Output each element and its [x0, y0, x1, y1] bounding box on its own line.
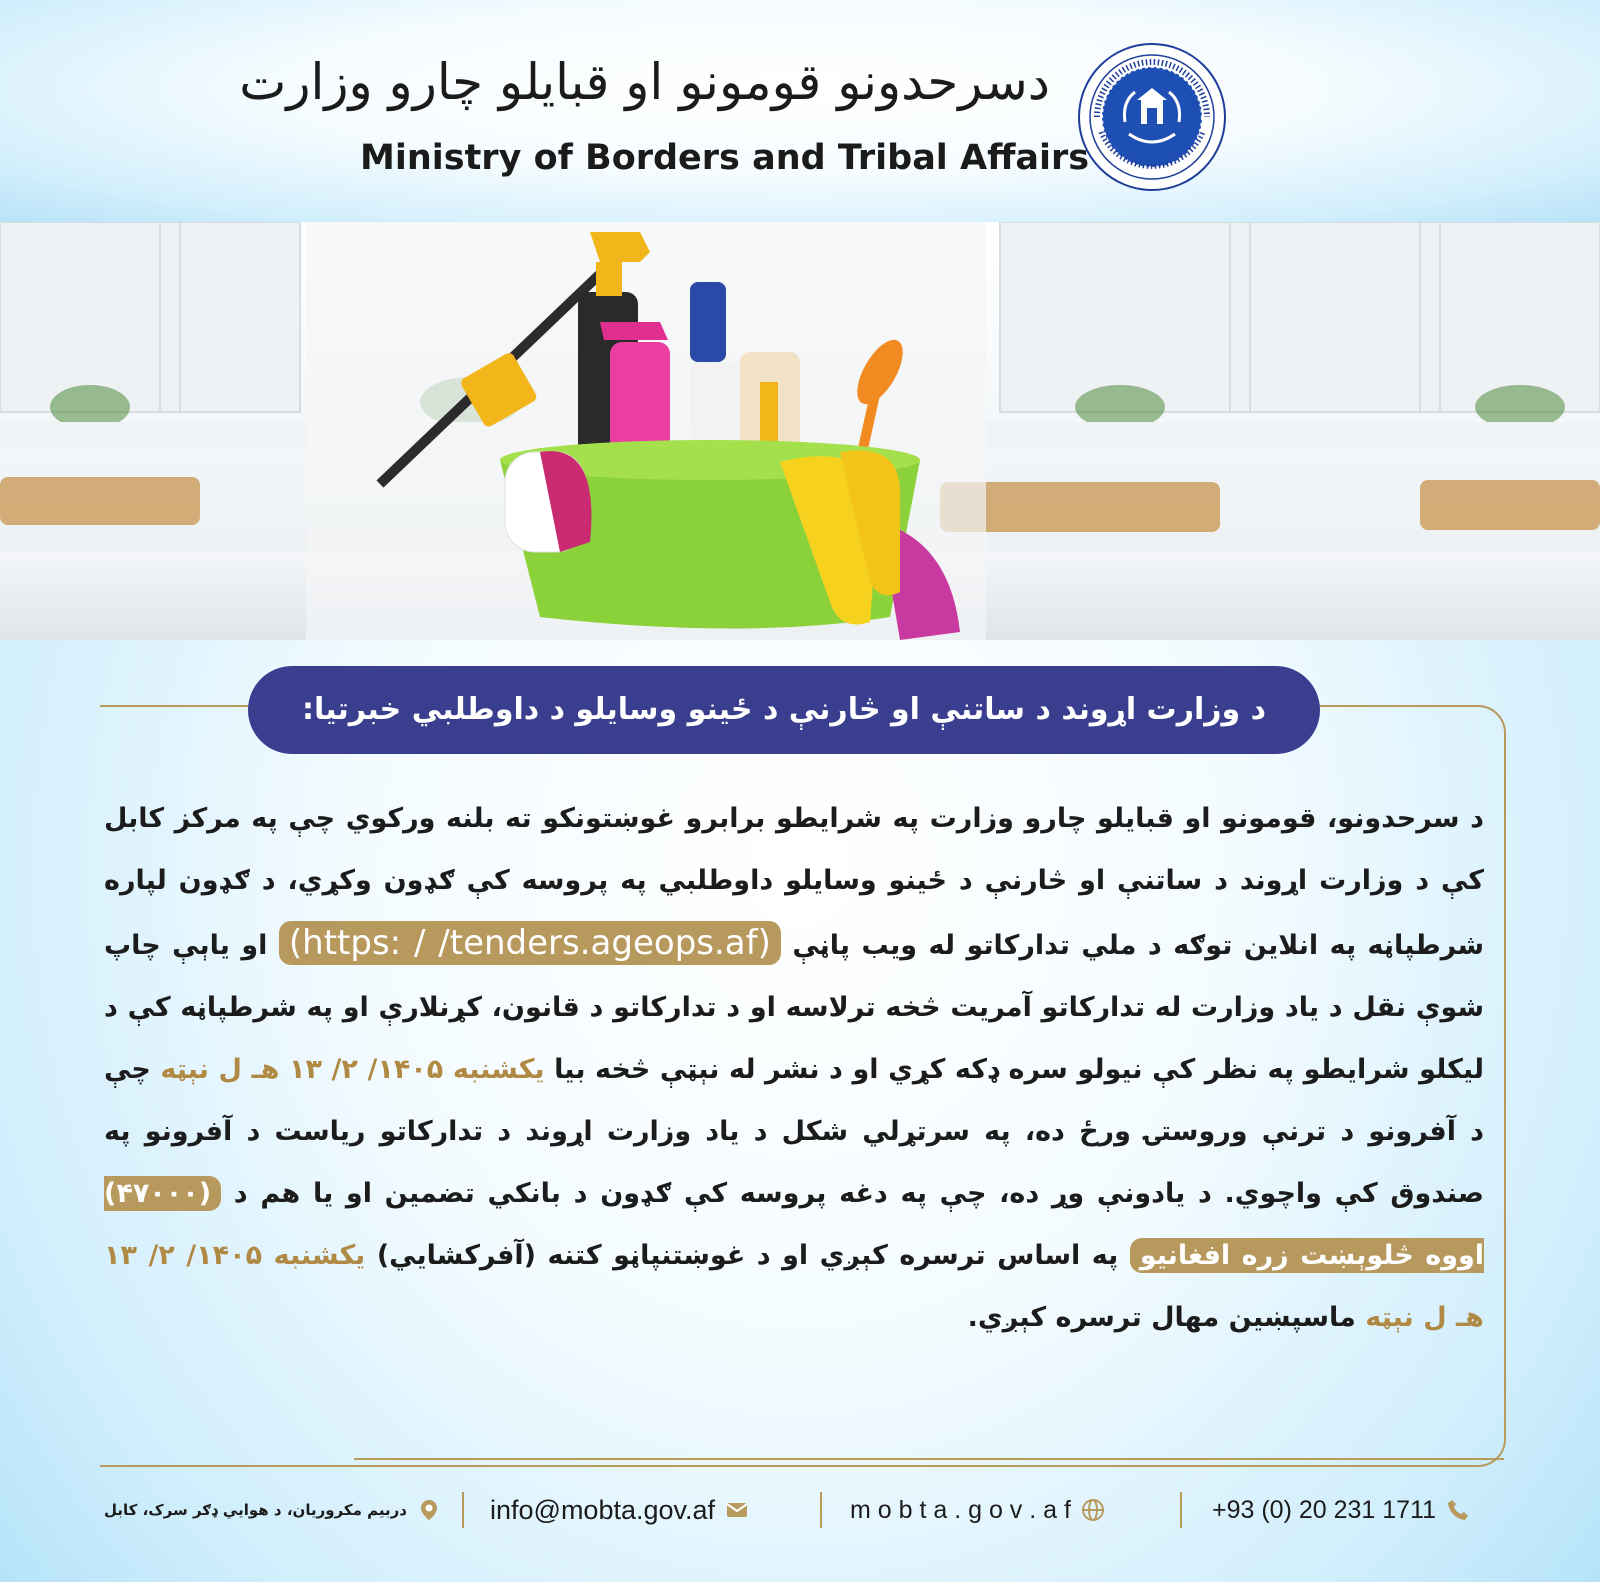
- announcement-heading: د وزارت اړوند د ساتنې او څارنې د ځينو وسايلو د داوطلبي خبرتيا:: [248, 666, 1320, 754]
- footer-divider: [354, 1458, 1504, 1460]
- ministry-seal-icon: [1077, 42, 1227, 192]
- footer: [0, 1480, 1600, 1540]
- deadline-date: يکشنبه ۱۴۰۵/ ۲/ ۱۳ هـ ل نېټه: [160, 1054, 545, 1085]
- footer-separator: [1180, 1492, 1182, 1528]
- footer-separator: [462, 1492, 464, 1528]
- footer-website[interactable]: [850, 1480, 1105, 1540]
- ministry-title-pashto: دسرحدونو قومونو او قبايلو چارو وزارت: [239, 53, 1050, 111]
- body-part-3: چې د آفرونو د ترنې وروستۍ ورځ ده، په سرتړلي شکل د ياد وزارت اړوند د تدارکاتو رياست د آفرونو په صندوق کې واچوي. د يادونې وړ ده، چې په دغه پروسه کې ګډون د بانکي تضمين او يا هم د: [104, 1054, 1484, 1209]
- website-link[interactable]: m o b t a . g o v . a f: [850, 1495, 1071, 1524]
- header: [0, 0, 1600, 222]
- body-part-4: په اساس ترسره کېږي او د غوښتنپاڼو کتنه (آفرکشايي): [376, 1240, 1119, 1271]
- envelope-icon: [725, 1498, 749, 1522]
- ministry-title-english: Ministry of Borders and Tribal Affairs: [360, 138, 1090, 178]
- guarantee-amount: (۴۷۰۰۰) اووه څلوېښت زره افغانيو: [104, 1178, 1485, 1271]
- cleaning-supplies-photo: [0, 222, 1600, 640]
- phone-number[interactable]: +93 (0) 20 231 1711: [1212, 1495, 1437, 1524]
- tender-url-link[interactable]: (https: / /tenders.ageops.af): [279, 921, 781, 965]
- footer-email[interactable]: [490, 1480, 749, 1540]
- location-pin-icon: [417, 1498, 441, 1522]
- opening-date: يکشنبه ۱۴۰۵/ ۲/ ۱۳ هـ ل نېټه: [104, 1240, 1484, 1333]
- body-part-1: د سرحدونو، قومونو او قبايلو چارو وزارت په شرايطو برابرو غوښتونکو ته بلنه ورکوي چې په مرکز کابل کې د وزارت اړوند د ساتنې او څارنې د ځينو وسايلو داوطلبي په پروسه کې ګډون وکړي، د ګډون لپاره شرطپاڼه په انلاين توګه د ملي تدارکاتو له ويب پاڼې: [104, 803, 1484, 961]
- address-text: دربيم مکروريان، د هوايي ډګر سرک، کابل: [104, 1501, 407, 1519]
- footer-phone[interactable]: [1212, 1480, 1470, 1540]
- globe-icon: [1081, 1498, 1105, 1522]
- footer-separator: [820, 1492, 822, 1528]
- announcement-body: [104, 788, 1484, 1349]
- body-part-5: ماسپښين مهال ترسره کېږي.: [967, 1302, 1356, 1333]
- phone-icon: [1446, 1498, 1470, 1522]
- body-part-2: او ياېې چاپ شوې نقل د ياد وزارت له تدارکاتو آمريت څخه ترلاسه او د تدارکاتو د قانون، کړنلارې او په شرطپاڼه کې د ليکلو شرايطو په نظر کې نيولو سره ډکه کړي او د نشر له نېټې څخه بيا: [104, 930, 1484, 1085]
- email-link[interactable]: info@mobta.gov.af: [490, 1494, 716, 1525]
- footer-address: [104, 1480, 441, 1540]
